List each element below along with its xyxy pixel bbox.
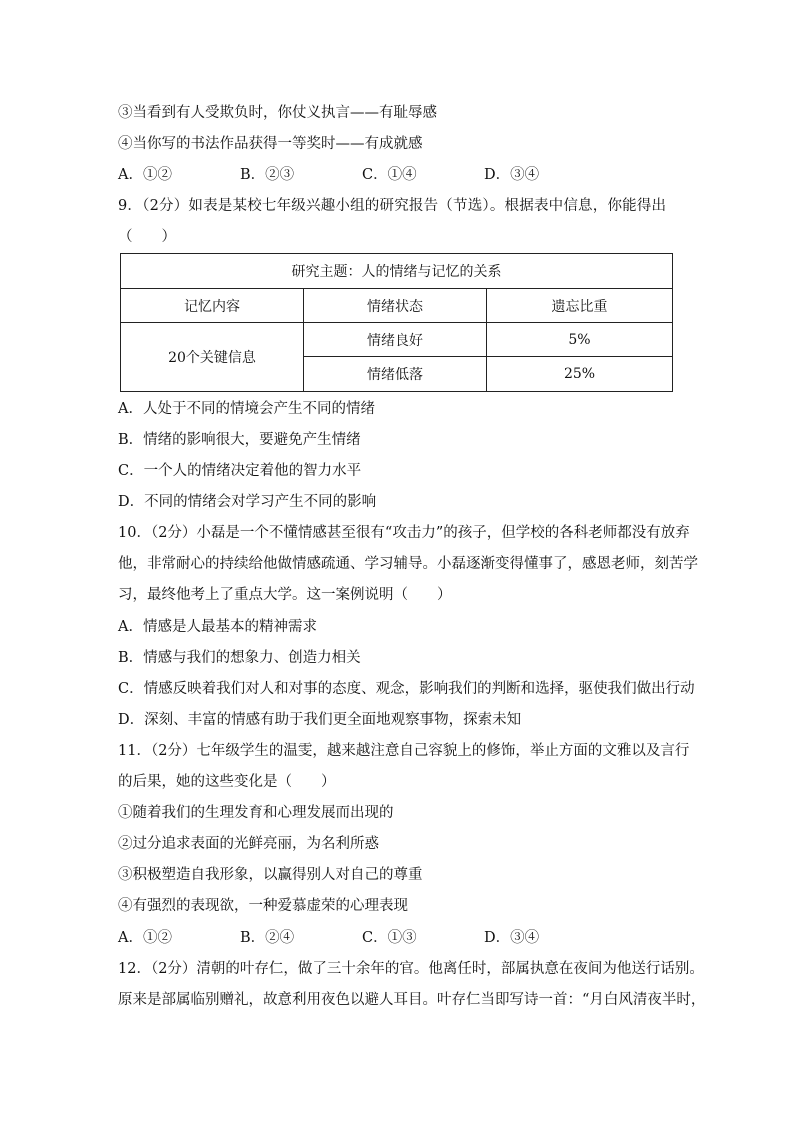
q12-stem-line-2: 原来是部属临别赠礼，故意利用夜色以避人耳目。叶存仁当即写诗一首：“月白风清夜半时， [118, 992, 706, 1008]
q11-option-a[interactable]: A．①② [118, 930, 172, 946]
q9-option-c[interactable]: C．一个人的情绪决定着他的智力水平 [118, 463, 362, 479]
q11-statement-3: ③积极塑造自我形象，以赢得别人对自己的尊重 [118, 867, 423, 883]
q10-option-d[interactable]: D．深刻、丰富的情感有助于我们更全面地观察事物，探索未知 [118, 712, 522, 728]
cell-state-good: 情绪良好 [304, 323, 487, 357]
q11-stem-line-1: 11．（2分）七年级学生的温雯，越来越注意自己容貌上的修饰，举止方面的文雅以及言行 [118, 743, 690, 759]
q11-option-d[interactable]: D．③④ [484, 930, 540, 946]
q11-statement-2: ②过分追求表面的光鲜亮丽，为名利所惑 [118, 836, 379, 852]
q10-option-c[interactable]: C．情感反映着我们对人和对事的态度、观念，影响我们的判断和选择，驱使我们做出行动 [118, 681, 695, 697]
research-table [120, 253, 673, 392]
header-memory-content: 记忆内容 [121, 289, 304, 323]
q10-option-b[interactable]: B．情感与我们的想象力、创造力相关 [118, 650, 361, 666]
q10-option-a[interactable]: A．情感是人最基本的精神需求 [118, 619, 317, 635]
q11-option-b[interactable]: B．②④ [240, 930, 295, 946]
cell-ratio-low: 25% [487, 357, 673, 392]
table-title: 研究主题：人的情绪与记忆的关系 [121, 254, 673, 289]
q8-statement-3: ③当看到有人受欺负时，你仗义执言——有耻辱感 [118, 105, 437, 121]
q11-option-c[interactable]: C．①③ [362, 930, 417, 946]
q8-option-c[interactable]: C．①④ [362, 167, 417, 183]
cell-ratio-good: 5% [487, 323, 673, 357]
q9-stem-line-2: （ ） [118, 229, 176, 245]
q10-stem-line-2: 他，非常耐心的持续给他做情感疏通、学习辅导。小磊逐渐变得懂事了，感恩老师，刻苦学 [118, 556, 698, 572]
q8-option-b[interactable]: B．②③ [240, 167, 295, 183]
header-emotion-state: 情绪状态 [304, 289, 487, 323]
q11-statement-4: ④有强烈的表现欲，一种爱慕虚荣的心理表现 [118, 898, 408, 914]
header-forget-ratio: 遗忘比重 [487, 289, 673, 323]
cell-state-low: 情绪低落 [304, 357, 487, 392]
q8-statement-4: ④当你写的书法作品获得一等奖时——有成就感 [118, 136, 423, 152]
q8-option-a[interactable]: A．①② [118, 167, 172, 183]
q11-stem-line-2: 的后果，她的这些变化是（ ） [118, 774, 336, 790]
q11-statement-1: ①随着我们的生理发育和心理发展而出现的 [118, 805, 394, 821]
q8-option-d[interactable]: D．③④ [484, 167, 540, 183]
q10-stem-line-3: 习，最终他考上了重点大学。这一案例说明（ ） [118, 587, 452, 603]
q9-option-d[interactable]: D．不同的情绪会对学习产生不同的影响 [118, 494, 377, 510]
q9-option-a[interactable]: A．人处于不同的情境会产生不同的情绪 [118, 401, 375, 417]
cell-memory-content: 20个关键信息 [121, 323, 304, 392]
q12-stem-line-1: 12．（2分）清朝的叶存仁，做了三十余年的官。他离任时，部属执意在夜间为他送行话别。 [118, 961, 704, 977]
q10-stem-line-1: 10．（2分）小磊是一个不懂情感甚至很有“攻击力”的孩子，但学校的各科老师都没有放弃 [118, 525, 690, 541]
q9-option-b[interactable]: B．情绪的影响很大，要避免产生情绪 [118, 432, 361, 448]
q9-stem-line-1: 9．（2分）如表是某校七年级兴趣小组的研究报告（节选）。根据表中信息，你能得出 [118, 198, 667, 214]
